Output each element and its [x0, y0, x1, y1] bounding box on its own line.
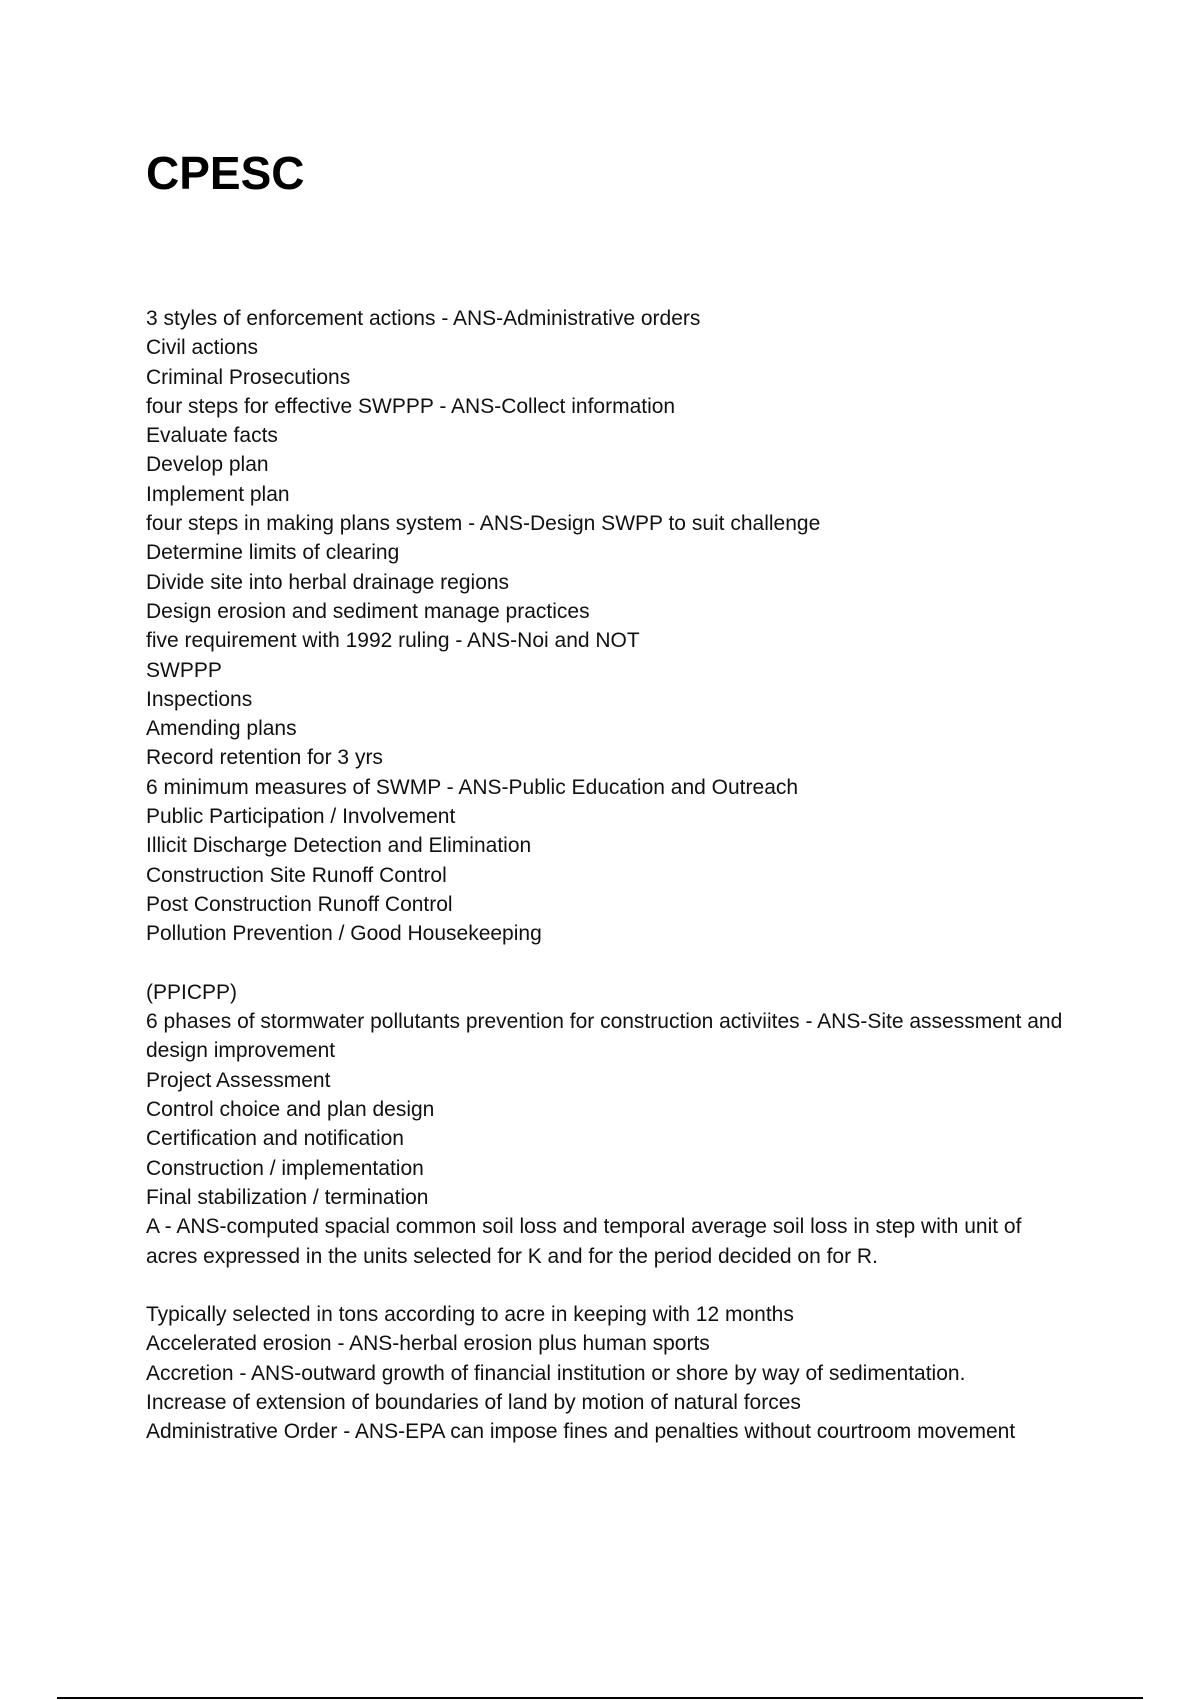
- text-line: A - ANS-computed spacial common soil loss and temporal average soil loss in step with unit of acres expressed in the units selected for K and for the period decided on for R.: [146, 1215, 1022, 1268]
- text-line: Implement plan: [146, 482, 290, 506]
- text-line: Post Construction Runoff Control: [146, 892, 453, 916]
- text-line: Accelerated erosion - ANS-herbal erosion plus human sports: [146, 1332, 710, 1356]
- text-line: Certification and notification: [146, 1127, 404, 1151]
- text-line: Evaluate facts: [146, 424, 278, 448]
- text-line: 6 minimum measures of SWMP - ANS-Public Education and Outreach: [146, 775, 799, 799]
- text-line: Pollution Prevention / Good Housekeeping: [146, 922, 542, 946]
- text-line: four steps in making plans system - ANS-Design SWPP to suit challenge: [146, 512, 821, 536]
- text-line: Design erosion and sediment manage practices: [146, 599, 590, 623]
- text-line: Accretion - ANS-outward growth of financial institution or shore by way of sedimentation.: [146, 1361, 966, 1385]
- text-line: SWPPP: [146, 658, 222, 682]
- text-line: Increase of extension of boundaries of land by motion of natural forces: [146, 1390, 801, 1414]
- text-line: Construction / implementation: [146, 1156, 424, 1180]
- text-line: Final stabilization / termination: [146, 1185, 429, 1209]
- page-title: CPESC: [146, 147, 305, 199]
- text-line: Public Participation / Involvement: [146, 805, 456, 829]
- text-line: Project Assessment: [146, 1068, 331, 1092]
- text-line: Criminal Prosecutions: [146, 365, 351, 389]
- text-line: Control choice and plan design: [146, 1098, 435, 1122]
- blank-line: [146, 1271, 1076, 1300]
- text-line: Civil actions: [146, 336, 259, 360]
- text-line: Divide site into herbal drainage regions: [146, 570, 510, 594]
- blank-line: [146, 949, 1076, 978]
- text-line: Illicit Discharge Detection and Elimination: [146, 834, 532, 858]
- text-line: Determine limits of clearing: [146, 541, 400, 565]
- text-line: 3 styles of enforcement actions - ANS-Administrative orders: [146, 307, 701, 330]
- text-line: five requirement with 1992 ruling - ANS-Noi and NOT: [146, 629, 640, 653]
- text-line: Inspections: [146, 687, 253, 711]
- text-line: Develop plan: [146, 453, 269, 477]
- text-line: Administrative Order - ANS-EPA can impose fines and penalties without courtroom movement: [146, 1420, 1016, 1444]
- text-line: Amending plans: [146, 717, 297, 741]
- text-line: Record retention for 3 yrs: [146, 746, 383, 770]
- text-line: (PPICPP): [146, 980, 238, 1004]
- text-line: Typically selected in tons according to acre in keeping with 12 months: [146, 1303, 794, 1327]
- text-line: Construction Site Runoff Control: [146, 863, 447, 887]
- document-body: [146, 304, 1076, 1447]
- text-line: four steps for effective SWPPP - ANS-Collect information: [146, 394, 676, 418]
- footer-divider: [57, 1697, 1143, 1699]
- text-line: 6 phases of stormwater pollutants prevention for construction activiites - ANS-Site assessment and design improvement: [146, 1010, 1063, 1063]
